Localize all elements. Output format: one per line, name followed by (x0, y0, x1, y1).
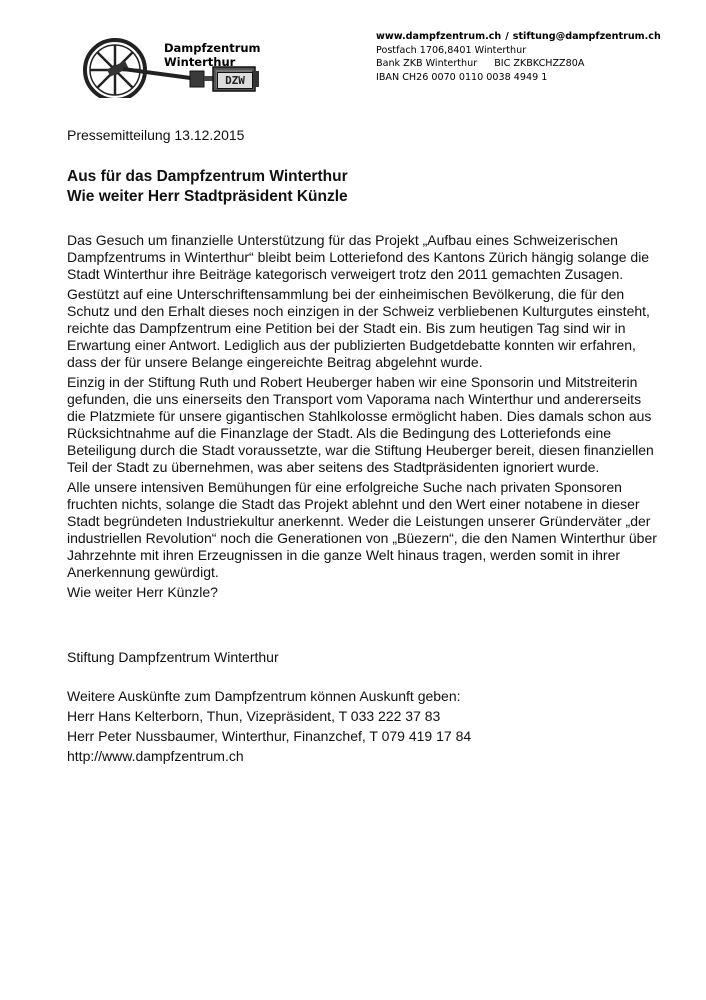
contact-person-1: Herr Hans Kelterborn, Thun, Vizepräsident, T 033 222 37 83 (67, 708, 441, 724)
contact-person-2: Herr Peter Nussbaumer, Winterthur, Finanzchef, T 079 419 17 84 (67, 728, 472, 744)
dampfzentrum-logo (78, 38, 263, 98)
web-email-line (376, 30, 661, 44)
bank-bic: BIC ZKBKCHZZ80A (494, 58, 585, 69)
email-link[interactable]: stiftung@dampfzentrum.ch (512, 31, 661, 42)
logo-name-line2: Winterthur (164, 55, 236, 69)
press-release-date: Pressemitteilung 13.12.2015 (67, 127, 245, 143)
website-url[interactable]: http://www.dampfzentrum.ch (67, 748, 244, 764)
body-text (67, 232, 657, 604)
postal-address: Postfach 1706,8401 Winterthur (376, 44, 527, 56)
logo-name (164, 41, 261, 69)
headline-line-2: Wie weiter Herr Stadtpräsident Künzle (67, 188, 348, 205)
info-block (67, 686, 471, 766)
contact-block (376, 30, 661, 84)
contact-separator: / (505, 31, 509, 42)
signature: Stiftung Dampfzentrum Winterthur (67, 649, 279, 665)
paragraph: Das Gesuch um finanzielle Unterstützung für das Projekt „Aufbau eines Schweizerischen Dampfzentrums in Winterthur“ bleibt beim Lotteriefond des Kantons Zürich hängig solange die Stadt Winterthur ihre Beiträge kategorisch verweigert trotz den 2011 gemachten Zusagen. (67, 232, 650, 282)
headline (67, 167, 348, 207)
paragraph: Einzig in der Stiftung Ruth und Robert Heuberger haben wir eine Sponsorin und Mitstreiterin gefunden, die uns einerseits den Transport vom Vaporama nach Winterthur und andererseits die Platzmiete für unsere gigantischen Stahlkolosse ermöglicht haben. Dies damals schon aus Rücksichtnahme auf die Finanzlage der Stadt. Als die Bedingung des Lotteriefonds eine Beteiligung durch die Stadt voraussetzte, war die Stiftung Heuberger bereit, diesen finanziellen Teil der Stadt zu übernehmen, was aber seitens des Stadtpräsidenten ignoriert wurde. (67, 374, 654, 475)
paragraph: Wie weiter Herr Künzle? (67, 584, 218, 600)
logo-badge: DZW (217, 72, 253, 89)
headline-line-1: Aus für das Dampfzentrum Winterthur (67, 168, 348, 185)
bank-name: Bank ZKB Winterthur (376, 58, 478, 69)
paragraph: Alle unsere intensiven Bemühungen für eine erfolgreiche Suche nach privaten Sponsoren fruchten nichts, solange die Stadt das Projekt ablehnt und den Wert einer notabene in dieser Stadt begründeten Industriekultur anerkennt. Weder die Leistungen unserer Gründerväter „der industriellen Revolution“ noch die Generationen von „Büezern“, die den Namen Winterthur über Jahrzehnte mit ihren Erzeugnissen in die ganze Welt hinaus tragen, werden somit in ihrer Anerkennung gewürdigt. (67, 479, 657, 580)
website-link[interactable]: www.dampfzentrum.ch (376, 31, 502, 42)
logo-name-line1: Dampfzentrum (164, 41, 261, 55)
bank-line (376, 57, 661, 71)
paragraph: Gestützt auf eine Unterschriftensammlung bei der einheimischen Bevölkerung, die für den Schutz und den Erhalt dieses noch einzigen in der Schweiz verbliebenen Kulturgutes einsteht, reichte das Dampfzentrum eine Petition bei der Stadt ein. Bis zum heutigen Tag sind wir in Erwartung einer Antwort. Lediglich aus der publizierten Budgetdebatte konnten wir erfahren, dass der für unsere Belange eingereichte Beitrag abgelehnt wurde. (67, 286, 650, 370)
info-intro: Weitere Auskünfte zum Dampfzentrum können Auskunft geben: (67, 688, 461, 704)
bank-iban: IBAN CH26 0070 0110 0038 4949 1 (376, 71, 548, 83)
